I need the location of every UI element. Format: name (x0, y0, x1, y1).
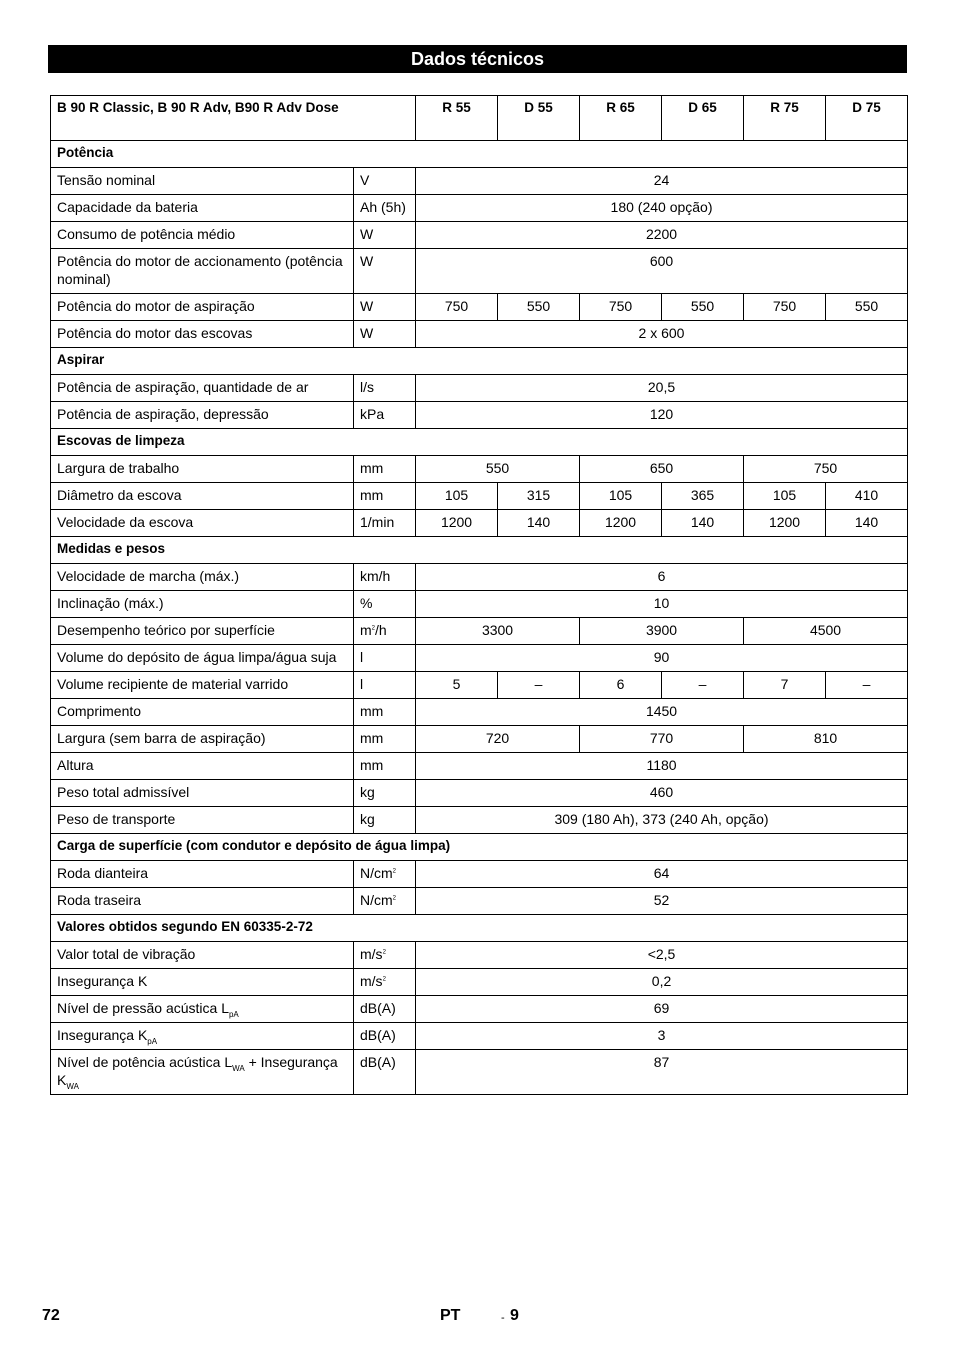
page-title: Dados técnicos (48, 45, 907, 73)
table-row (51, 942, 908, 969)
row-value: 460 (416, 780, 908, 807)
row-label: Nível de potência acústica $L_{WA}$ + Insegurança $K_{WA}$ (51, 1050, 354, 1095)
table-row (51, 726, 908, 753)
row-label: Comprimento (51, 699, 354, 726)
variant-header: R 55 (416, 96, 498, 141)
row-label: Nível de pressão acústica $L_{pA}$ (51, 996, 354, 1023)
row-label: Volume do depósito de água limpa/água suja (51, 645, 354, 672)
row-unit: l (354, 672, 416, 699)
row-value: 140 (662, 510, 744, 537)
table-row (51, 375, 908, 402)
variant-header: R 75 (744, 96, 826, 141)
table-row (51, 888, 908, 915)
table-row (51, 294, 908, 321)
variant-header: D 75 (826, 96, 908, 141)
section-row (51, 141, 908, 168)
row-value: 3900 (580, 618, 744, 645)
page-number: 72 (42, 1307, 60, 1324)
row-label: Consumo de potência médio (51, 222, 354, 249)
table-row (51, 222, 908, 249)
row-unit: mm (354, 753, 416, 780)
row-label: Inclinação (máx.) (51, 591, 354, 618)
row-value: 550 (416, 456, 580, 483)
table-row (51, 996, 908, 1023)
table-row (51, 510, 908, 537)
row-label: Peso total admissível (51, 780, 354, 807)
row-unit: kg (354, 807, 416, 834)
row-label: Potência do motor de accionamento (potência nominal) (51, 249, 354, 294)
table-row (51, 1023, 908, 1050)
table-row (51, 591, 908, 618)
row-value: 64 (416, 861, 908, 888)
row-value: 120 (416, 402, 908, 429)
table-row (51, 780, 908, 807)
section-valores: Valores obtidos segundo EN 60335-2-72 (51, 915, 908, 942)
table-row (51, 753, 908, 780)
variant-header: D 65 (662, 96, 744, 141)
variant-header: R 65 (580, 96, 662, 141)
row-unit: 1/min (354, 510, 416, 537)
row-value: 180 (240 opção) (416, 195, 908, 222)
row-value: 6 (416, 564, 908, 591)
language-code: PT (440, 1307, 461, 1324)
table-row (51, 195, 908, 222)
row-value: 550 (826, 294, 908, 321)
row-label: Diâmetro da escova (51, 483, 354, 510)
row-label: Potência do motor de aspiração (51, 294, 354, 321)
row-value: 69 (416, 996, 908, 1023)
table-row (51, 168, 908, 195)
row-value: 3300 (416, 618, 580, 645)
section-carga: Carga de superfície (com condutor e depósito de água limpa) (51, 834, 908, 861)
row-unit: % (354, 591, 416, 618)
row-value: 2200 (416, 222, 908, 249)
section-potencia: Potência (51, 141, 908, 168)
row-unit: W (354, 294, 416, 321)
row-value: 650 (580, 456, 744, 483)
row-label: Capacidade da bateria (51, 195, 354, 222)
row-label: Potência de aspiração, depressão (51, 402, 354, 429)
table-header-row (51, 96, 908, 141)
row-label: Volume recipiente de material varrido (51, 672, 354, 699)
row-value: 105 (580, 483, 662, 510)
row-label: Roda traseira (51, 888, 354, 915)
row-value: 105 (416, 483, 498, 510)
section-aspirar: Aspirar (51, 348, 908, 375)
row-unit: mm (354, 726, 416, 753)
section-escovas: Escovas de limpeza (51, 429, 908, 456)
row-value: 3 (416, 1023, 908, 1050)
section-page-number: 9 (510, 1307, 519, 1324)
row-value: 20,5 (416, 375, 908, 402)
row-value: 1450 (416, 699, 908, 726)
row-label: Insegurança K (51, 969, 354, 996)
table-row (51, 969, 908, 996)
table-row (51, 618, 908, 645)
row-value: 1200 (416, 510, 498, 537)
section-row (51, 537, 908, 564)
table-row (51, 699, 908, 726)
row-label: Valor total de vibração (51, 942, 354, 969)
section-row (51, 348, 908, 375)
row-value: 770 (580, 726, 744, 753)
table-row (51, 564, 908, 591)
row-value: 7 (744, 672, 826, 699)
row-value: 600 (416, 249, 908, 294)
row-unit: l/s (354, 375, 416, 402)
row-value: <2,5 (416, 942, 908, 969)
table-row (51, 1050, 908, 1095)
row-value: – (662, 672, 744, 699)
row-unit: $N/cm^2$ (354, 861, 416, 888)
row-value: 87 (416, 1050, 908, 1095)
technical-data-table (50, 95, 908, 1095)
row-value: 750 (744, 294, 826, 321)
row-value: 2 x 600 (416, 321, 908, 348)
row-unit: mm (354, 483, 416, 510)
section-medidas: Medidas e pesos (51, 537, 908, 564)
row-value: 10 (416, 591, 908, 618)
table-row (51, 672, 908, 699)
row-unit: Ah (5h) (354, 195, 416, 222)
row-value: 6 (580, 672, 662, 699)
table-row (51, 483, 908, 510)
row-value: 410 (826, 483, 908, 510)
row-value: 750 (744, 456, 908, 483)
row-label: Velocidade de marcha (máx.) (51, 564, 354, 591)
row-value: 0,2 (416, 969, 908, 996)
row-unit: dB(A) (354, 1023, 416, 1050)
row-value: 550 (662, 294, 744, 321)
row-value: 810 (744, 726, 908, 753)
row-value: 550 (498, 294, 580, 321)
row-label: Velocidade da escova (51, 510, 354, 537)
row-unit: V (354, 168, 416, 195)
row-unit: km/h (354, 564, 416, 591)
row-value: 315 (498, 483, 580, 510)
row-label: Potência de aspiração, quantidade de ar (51, 375, 354, 402)
row-value: 1180 (416, 753, 908, 780)
row-value: 1200 (580, 510, 662, 537)
variant-header: D 55 (498, 96, 580, 141)
row-unit: l (354, 645, 416, 672)
row-unit: kg (354, 780, 416, 807)
table-row (51, 402, 908, 429)
row-value: – (826, 672, 908, 699)
row-value: – (498, 672, 580, 699)
row-unit: kPa (354, 402, 416, 429)
row-value: 1200 (744, 510, 826, 537)
table-row (51, 807, 908, 834)
row-value: 750 (416, 294, 498, 321)
row-value: 309 (180 Ah), 373 (240 Ah, opção) (416, 807, 908, 834)
row-value: 140 (826, 510, 908, 537)
table-row (51, 456, 908, 483)
row-value: 4500 (744, 618, 908, 645)
model-header: B 90 R Classic, B 90 R Adv, B90 R Adv Dose (51, 96, 416, 141)
section-row (51, 834, 908, 861)
row-value: 52 (416, 888, 908, 915)
section-row (51, 915, 908, 942)
row-value: 720 (416, 726, 580, 753)
row-value: 105 (744, 483, 826, 510)
row-label: Peso de transporte (51, 807, 354, 834)
table-row (51, 645, 908, 672)
row-unit: W (354, 249, 416, 294)
row-unit: mm (354, 699, 416, 726)
row-unit: $m/s^2$ (354, 969, 416, 996)
row-value: 24 (416, 168, 908, 195)
row-unit: $N/cm^2$ (354, 888, 416, 915)
row-label: Tensão nominal (51, 168, 354, 195)
row-unit: $m/s^2$ (354, 942, 416, 969)
row-label: Desempenho teórico por superfície (51, 618, 354, 645)
row-label: Altura (51, 753, 354, 780)
row-label: Potência do motor das escovas (51, 321, 354, 348)
row-label: Largura (sem barra de aspiração) (51, 726, 354, 753)
table-row (51, 321, 908, 348)
section-row (51, 429, 908, 456)
row-unit: W (354, 321, 416, 348)
row-unit: $m^2/h$ (354, 618, 416, 645)
row-unit: W (354, 222, 416, 249)
row-value: 90 (416, 645, 908, 672)
table-row (51, 861, 908, 888)
row-unit: dB(A) (354, 996, 416, 1023)
row-unit: mm (354, 456, 416, 483)
row-label: Insegurança $K_{pA}$ (51, 1023, 354, 1050)
row-label: Roda dianteira (51, 861, 354, 888)
footer-separator: - (501, 1312, 505, 1324)
row-value: 5 (416, 672, 498, 699)
table-row (51, 249, 908, 294)
row-value: 750 (580, 294, 662, 321)
row-unit: dB(A) (354, 1050, 416, 1095)
row-label: Largura de trabalho (51, 456, 354, 483)
row-value: 365 (662, 483, 744, 510)
row-value: 140 (498, 510, 580, 537)
